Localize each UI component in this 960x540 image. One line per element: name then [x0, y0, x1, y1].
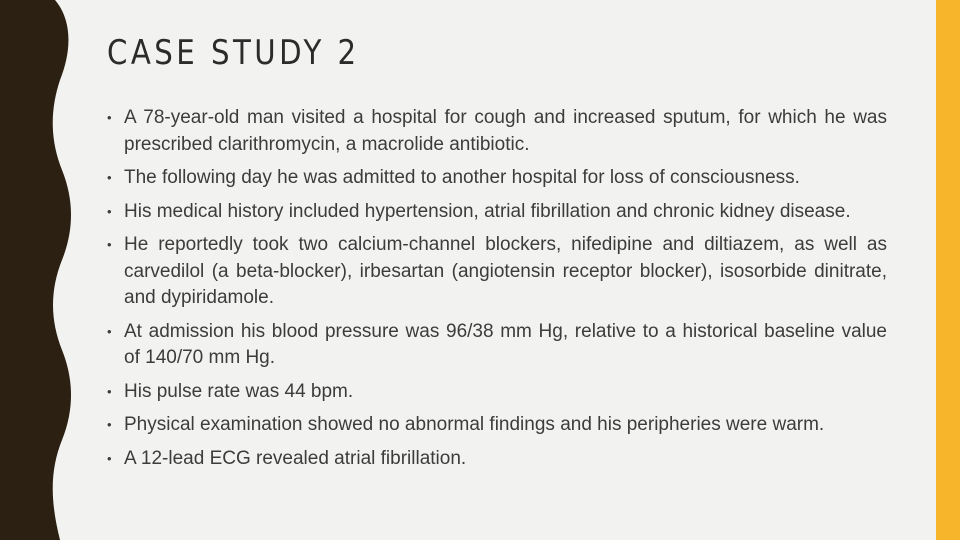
bullet-dot: • — [107, 417, 112, 432]
bullet-dot: • — [107, 237, 112, 252]
bullet-item — [107, 165, 887, 192]
bullet-text: His pulse rate was 44 bpm. — [124, 380, 354, 402]
bullet-text: The following day he was admitted to another hospital for loss of consciousness. — [124, 167, 800, 188]
bullet-text: Physical examination showed no abnormal findings and his peripheries were warm. — [124, 414, 825, 435]
slide-title: CASE STUDY 2 — [107, 33, 360, 73]
bullet-item — [107, 105, 887, 158]
bullet-text: His medical history included hypertension, atrial fibrillation and chronic kidney disease. — [124, 200, 851, 222]
bullet-item — [107, 232, 887, 312]
bullet-text: He reportedly took two calcium-channel blockers, nifedipine and diltiazem, as well as carvedilol (a beta-blocker), irbesartan (angiotensin receptor blocker), isosorbide dinitrate, and dypiridamole. — [124, 234, 887, 308]
bullet-text: A 78-year-old man visited a hospital for cough and increased sputum, for which he was prescribed clarithromycin, a macrolide antibiotic. — [124, 107, 887, 155]
bullet-item — [107, 412, 887, 439]
bullet-item — [107, 319, 887, 372]
bullet-text: At admission his blood pressure was 96/38 mm Hg, relative to a historical baseline value of 140/70 mm Hg. — [124, 320, 887, 368]
right-accent-bar — [936, 0, 960, 540]
bullet-item — [107, 199, 887, 226]
bullet-text: A 12-lead ECG revealed atrial fibrillation. — [124, 447, 467, 469]
bullet-dot: • — [107, 323, 112, 339]
bullet-dot: • — [107, 450, 112, 466]
left-wavy-band — [0, 0, 80, 540]
bullet-item — [107, 379, 887, 406]
bullet-item — [107, 446, 887, 473]
wavy-band-shape — [0, 0, 71, 540]
bullet-list — [107, 105, 887, 479]
bullet-dot: • — [107, 203, 112, 219]
bullet-dot: • — [107, 170, 112, 185]
bullet-dot: • — [107, 110, 112, 125]
bullet-dot: • — [107, 383, 112, 399]
